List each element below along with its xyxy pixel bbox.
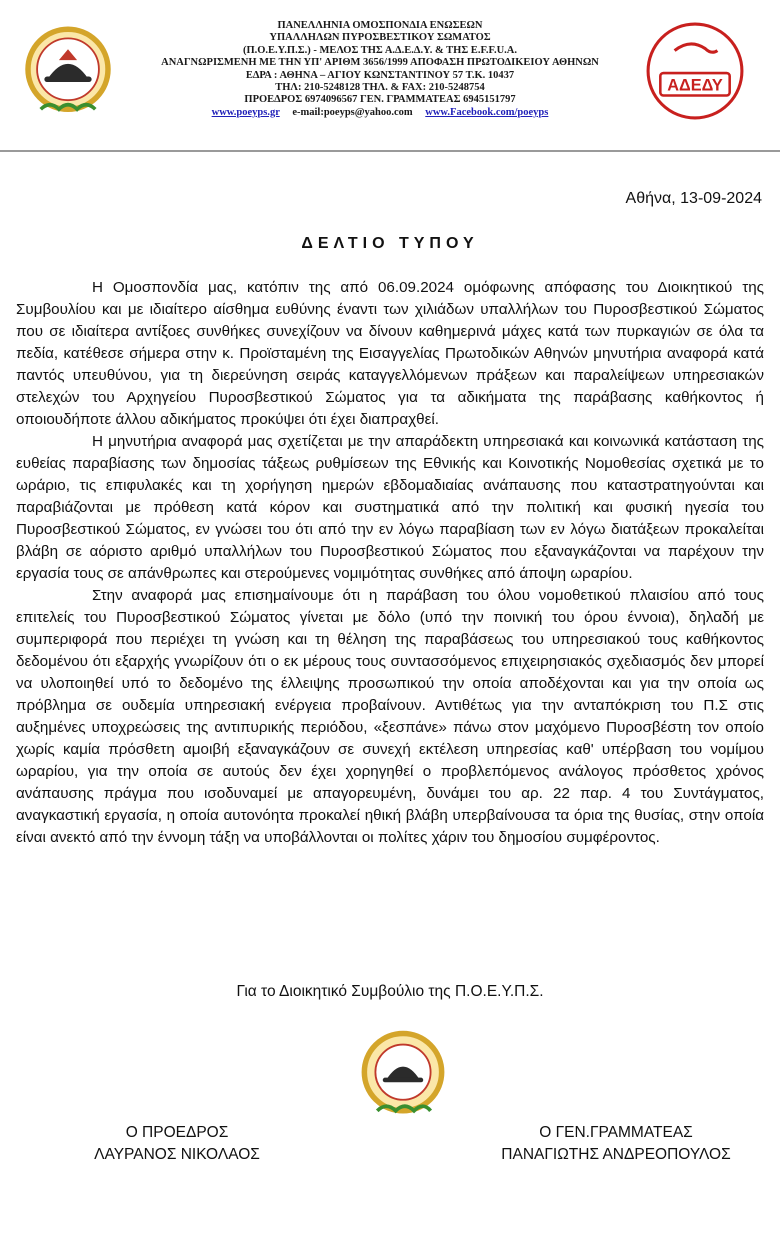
letterhead (0, 0, 780, 155)
secretary-name: ΠΑΝΑΓΙΩΤΗΣ ΑΝΔΡΕΟΠΟΥΛΟΣ (501, 1146, 731, 1163)
secretary-signature-block (470, 1122, 762, 1166)
organization-details (120, 20, 640, 119)
federation-logo-icon (22, 22, 114, 122)
header-line: ΥΠΑΛΛΗΛΩΝ ΠΥΡΟΣΒΕΣΤΙΚΟΥ ΣΩΜΑΤΟΣ (269, 32, 491, 44)
header-line: ΕΔΡΑ : ΑΘΗΝΑ – ΑΓΙΟΥ ΚΩΝΣΤΑΝΤΙΝΟΥ 57 Τ.Κ. 10437 (245, 69, 515, 81)
president-name: ΛΑΥΡΑΝΟΣ ΝΙΚΟΛΑΟΣ (94, 1146, 260, 1163)
header-line: ΠΡΟΕΔΡΟΣ 6974096567 ΓΕΝ. ΓΡΑΜΜΑΤΕΑΣ 6945151797 (244, 94, 516, 106)
email-text: e-mail:poeyps@yahoo.com (292, 106, 413, 118)
header-line: ΠΑΝΕΛΛΗΝΙΑ ΟΜΟΣΠΟΝΔΙΑ ΕΝΩΣΕΩΝ (277, 20, 483, 31)
federation-seal-icon (355, 1028, 451, 1120)
adedy-logo-text: ΑΔΕΔΥ (667, 76, 723, 95)
facebook-link[interactable]: www.Facebook.com/poeyps (425, 106, 549, 118)
document-date: Αθήνα, 13-09-2024 (625, 190, 762, 207)
press-release-body (16, 277, 764, 849)
website-link[interactable]: www.poeyps.gr (211, 106, 280, 118)
closing-line: Για το Διοικητικό Συμβούλιο της Π.Ο.Ε.Υ.Π.Σ. (236, 983, 544, 1000)
president-role: Ο ΠΡΟΕΔΡΟΣ (125, 1124, 229, 1141)
header-line: (Π.Ο.Ε.Υ.Π.Σ.) - ΜΕΛΟΣ ΤΗΣ Α.Δ.Ε.Δ.Υ. & ΤΗΣ E.F.F.U.A. (242, 44, 518, 56)
secretary-role: Ο ΓΕΝ.ΓΡΑΜΜΑΤΕΑΣ (539, 1124, 693, 1141)
header-line: ΑΝΑΓΝΩΡΙΣΜΕΝΗ ΜΕ ΤΗΝ ΥΠ' ΑΡΙΘΜ 3656/1999 ΑΠΟΦΑΣΗ ΠΡΩΤΟΔΙΚΕΙΟΥ ΑΘΗΝΩΝ (161, 57, 599, 69)
adedy-logo-icon (644, 20, 746, 122)
body-paragraph: Η μηνυτήρια αναφορά μας σχετίζεται με την απαράδεκτη υπηρεσιακά και κοινωνικά κατάσταση της ευθείας παραβίασης των δημοσίας τάξεως ρυθμίσεων της Εθνικής και Κοινοτικής Νομοθεσίας σχετικά με το ωράριο, τις επιφυλακές και τη χορήγηση ημερών εβδομαδιαίας ανάπαυσης που καταστρατηγούνται και παραβιάζονται με πρόθεση κατά κόρον και συστηματικά από την πολιτική και φυσική ηγεσία του Πυροσβεστικού Σώματος, εν γνώσει του ότι από την εν λόγω παραβίαση των εν λόγω διατάξεων προκαλείται βλάβη σε αόριστο αριθμό υπαλλήλων του Πυροσβεστικού Σώματος που εξαναγκάζονται να παρέχουν την εργασία τους σε απάνθρωπες και στερούμενες νομιμότητας συνθήκες από άποψη ωραρίου. (16, 433, 764, 582)
body-paragraph: Στην αναφορά μας επισημαίνουμε ότι η παράβαση του όλου νομοθετικού πλαισίου από τους επιτελείς του Πυροσβεστικού Σώματος γίνεται με δόλο (υπό την ποινική του όρου έννοια), δηλαδή με συμπεριφορά που περιέχει τη γνώση και τη θέληση της παραβάσεως του υπηρεσιακού τους καθήκοντος δεδομένου ότι εξαρχής γνωρίζουν ότι ο εκ μέρους τους συντασσόμενος επιχειρησιακός σχεδιασμός δεν μπορεί να υλοποιηθεί υπό το δεδομένο της έλλειψης προσωπικού την οποία αποδέχονται και για την οποία ως πρόβλημα σε ουδεμία υπηρεσιακή ενέργεια προβαίνουν. Αντιθέτως για την ανταπόκριση του Π.Σ στις αυξημένες υποχρεώσεις της αντιπυρικής περιόδου, «ξεσπάνε» πάνω στον μαχόμενο Πυροσβέστη τον οποίο χωρίς καμία πρόσθετη αμοιβή εξαναγκάζουν σε συνεχή εκτέλεση υπηρεσίας καθ' υπέρβαση του νομίμου ωραρίου, για την οποία σε αυτούς δεν έχει χορηγηθεί ο προβλεπόμενος ανάλογος πρόσθετος χρόνος ανάπαυσης πράγμα που ισοδυναμεί με απαγορευμένη, δυνάμει του αρ. 22 παρ. 4 του Συντάγματος, αναγκαστική εργασία, η οποία αυτονόητα προκαλεί ηθική βλάβη υπερβαίνουσα τα όρια της θυσίας, στην οποία είναι ανεκτό από την έννομη τάξη να υποβάλλονται οι πολίτες χάριν του δημοσίου συμφέροντος. (16, 587, 764, 846)
document-title: ΔΕΛΤΙΟ ΤΥΠΟΥ (301, 235, 479, 252)
president-signature-block (72, 1122, 282, 1166)
contact-links (120, 107, 640, 119)
body-paragraph: Η Ομοσπονδία μας, κατόπιν της από 06.09.2024 ομόφωνης απόφασης του Διοικητικού της Συμβουλίου και με ιδιαίτερο αίσθημα ευθύνης έναντι των χιλιάδων υπαλλήλων του Πυροσβεστικού Σώματος που σε ιδιαίτερα αντίξοες συνθήκες συνεχίζουν να δίνουν καθημερινά μάχες κατά των πυρκαγιών σε όλα τα πεδία, κατέθεσε σήμερα στην κ. Προϊσταμένη της Εισαγγελίας Πρωτοδικών Αθηνών μηνυτήρια αναφορά κατά παντός υπευθύνου, για τη διερεύνηση σειράς καταγγελλόμενων πράξεων και παραλείψεων υπηρεσιακών στελεχών του Αρχηγείου Πυροσβεστικού Σώματος για τα αδικήματα της παράβασης καθήκοντος ή οποιουδήποτε άλλου αδικήματος προκύψει ότι έχει διαπραχθεί. (16, 279, 764, 428)
header-line: ΤΗΛ: 210-5248128 ΤΗΛ. & FAX: 210-5248754 (275, 82, 485, 94)
header-divider (0, 150, 780, 152)
